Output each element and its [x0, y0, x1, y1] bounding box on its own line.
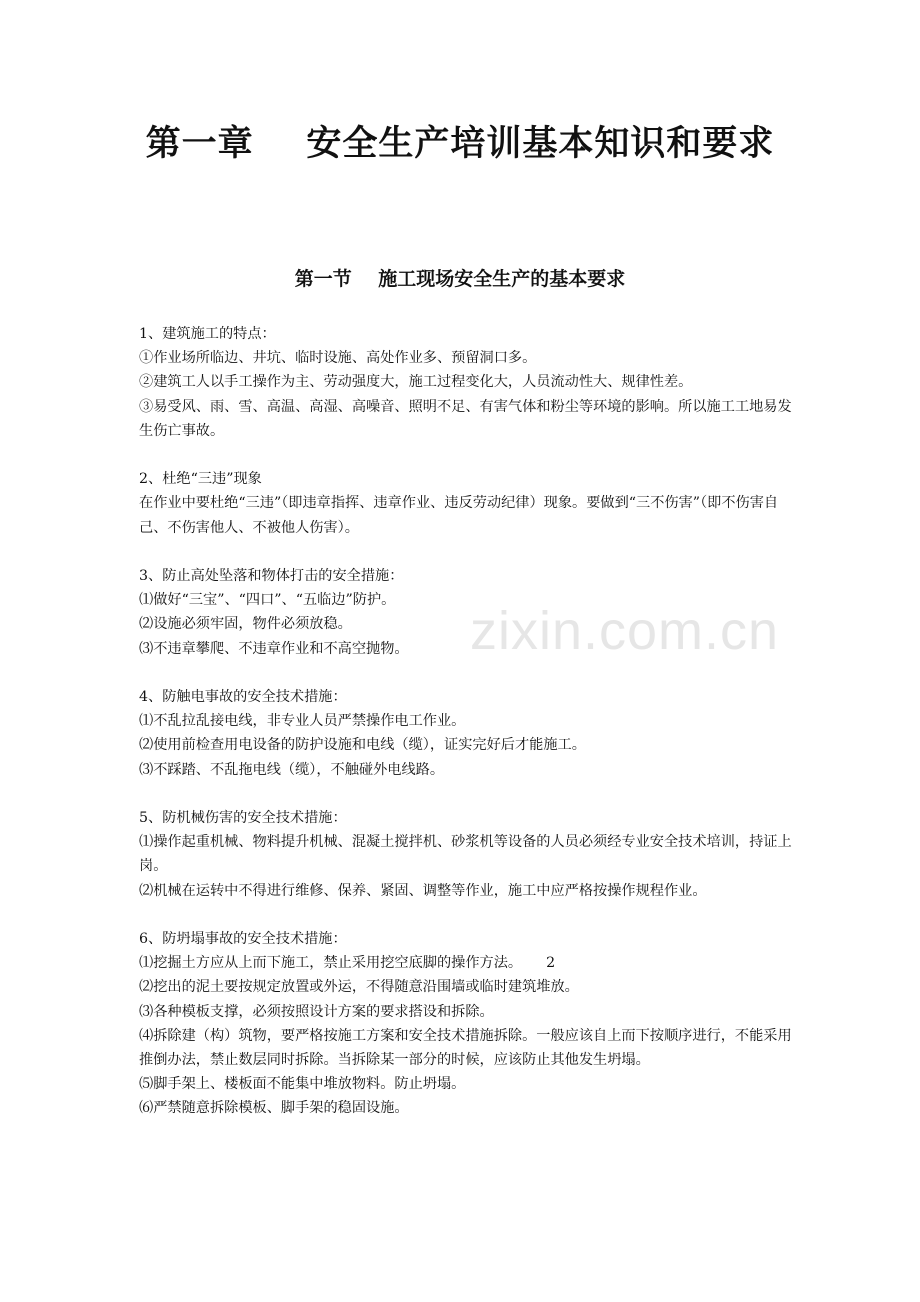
section-title: 第一节 施工现场安全生产的基本要求	[294, 268, 626, 290]
paragraph-electric-shock	[139, 685, 799, 782]
paragraph-fall-prevention	[139, 564, 799, 661]
paragraph-heading: 3、防止高处坠落和物体打击的安全措施：	[139, 568, 404, 584]
paragraph-heading: 2、杜绝“三违”现象	[139, 471, 262, 488]
paragraph-line: ②建筑工人以手工操作为主、劳动强度大，施工过程变化大，人员流动性大、规律性差。	[139, 374, 693, 391]
paragraph-line: ⑴做好“三宝”、“四口”、“五临边”防护。	[139, 592, 396, 609]
paragraph-line: ③易受风、雨、雪、高温、高湿、高噪音、照明不足、有害气体和粉尘等环境的影响。所以施工工地易发生伤亡事故。	[139, 398, 792, 439]
paragraph-line: ①作业场所临边、井坑、临时设施、高处作业多、预留洞口多。	[139, 350, 537, 367]
paragraph-line: ⑹严禁随意拆除模板、脚手架的稳固设施。	[139, 1100, 409, 1117]
paragraph-line: ⑴操作起重机械、物料提升机械、混凝土搅拌机、砂浆机等设备的人员必须经专业安全技术培训，持证上岗。	[139, 834, 792, 875]
paragraph-line: ⑵挖出的泥土要按规定放置或外运，不得随意沿围墙或临时建筑堆放。	[139, 979, 579, 996]
paragraph-mechanical-injury	[139, 806, 799, 903]
watermark: zixin.com.cn	[470, 601, 780, 661]
paragraph-line: ⑵机械在运转中不得进行维修、保养、紧固、调整等作业，施工中应严格按操作规程作业。	[139, 882, 707, 899]
paragraph-line: ⑷拆除建（构）筑物，要严格按施工方案和安全技术措施拆除。一般应该自上而下按顺序进行，不能采用推倒办法，禁止数层同时拆除。当拆除某一部分的时候，应该防止其他发生坍塌。	[139, 1027, 792, 1069]
paragraph-construction-features	[139, 322, 799, 443]
paragraph-heading: 6、防坍塌事故的安全技术措施：	[139, 931, 347, 947]
document-body	[139, 322, 799, 1145]
chapter-title: 第一章 安全生产培训基本知识和要求	[145, 123, 775, 164]
paragraph-line: ⑵设施必须牢固，物件必须放稳。	[139, 616, 352, 633]
paragraph-line: ⑶不违章攀爬、不违章作业和不高空抛物。	[139, 640, 409, 657]
paragraph-line: 在作业中要杜绝“三违”（即违章指挥、违章作业、违反劳动纪律）现象。要做到“三不伤害”（即不伤害自己、不伤害他人、不被他人伤害）。	[139, 495, 779, 536]
paragraph-heading: 1、建筑施工的特点：	[139, 326, 276, 342]
paragraph-line-text: ⑴挖掘土方应从上而下施工，禁止采用挖空底脚的操作方法。	[139, 955, 523, 972]
paragraph-heading: 4、防触电事故的安全技术措施：	[139, 689, 347, 705]
paragraph-line: ⑶各种模板支撑，必须按照设计方案的要求搭设和拆除。	[139, 1003, 494, 1020]
paragraph-three-violations	[139, 467, 799, 540]
paragraph-line: ⑴不乱拉乱接电线，非专业人员严禁操作电工作业。	[139, 713, 466, 730]
page-number: 2	[546, 955, 556, 972]
paragraph-line: ⑵使用前检查用电设备的防护设施和电线（缆），证实完好后才能施工。	[139, 737, 586, 754]
paragraph-line: ⑸脚手架上、楼板面不能集中堆放物料。防止坍塌。	[139, 1076, 466, 1093]
paragraph-line	[139, 951, 799, 975]
paragraph-collapse-prevention	[139, 927, 799, 1121]
paragraph-heading: 5、防机械伤害的安全技术措施：	[139, 810, 347, 826]
paragraph-line: ⑶不踩踏、不乱拖电线（缆），不触碰外电线路。	[139, 761, 445, 778]
